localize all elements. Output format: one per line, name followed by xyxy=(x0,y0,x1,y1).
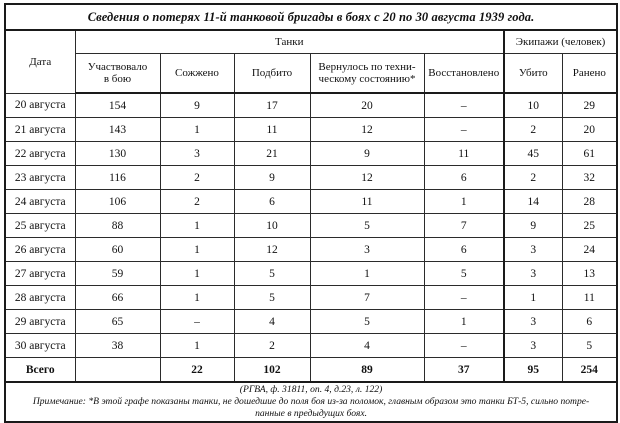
column-header-participated-line2: в бою xyxy=(103,73,132,85)
row-participated: 38 xyxy=(75,334,160,358)
row-participated: 88 xyxy=(75,214,160,238)
row-burned: 1 xyxy=(160,214,234,238)
table-row xyxy=(5,238,617,262)
row-knocked-out: 6 xyxy=(234,190,310,214)
table-row xyxy=(5,262,617,286)
row-date: 24 августа xyxy=(5,190,75,214)
column-header-returned-technical xyxy=(310,54,424,94)
row-returned-technical: 5 xyxy=(310,310,424,334)
row-killed: 3 xyxy=(504,262,562,286)
row-killed: 9 xyxy=(504,214,562,238)
row-burned: 2 xyxy=(160,190,234,214)
column-header-burned: Сожжено xyxy=(160,54,234,94)
row-participated: 106 xyxy=(75,190,160,214)
row-knocked-out: 2 xyxy=(234,334,310,358)
row-restored: – xyxy=(424,93,504,118)
total-knocked-out: 102 xyxy=(234,358,310,383)
row-participated: 130 xyxy=(75,142,160,166)
row-restored: 11 xyxy=(424,142,504,166)
row-restored: 6 xyxy=(424,238,504,262)
total-returned-technical: 89 xyxy=(310,358,424,383)
column-header-participated-line1: Участвовало xyxy=(87,60,148,73)
row-killed: 3 xyxy=(504,310,562,334)
total-label: Всего xyxy=(5,358,75,383)
row-date: 28 августа xyxy=(5,286,75,310)
row-knocked-out: 10 xyxy=(234,214,310,238)
row-wounded: 13 xyxy=(562,262,617,286)
column-group-tanks: Танки xyxy=(75,30,504,54)
table-total-row xyxy=(5,358,617,383)
total-burned: 22 xyxy=(160,358,234,383)
row-wounded: 28 xyxy=(562,190,617,214)
row-killed: 2 xyxy=(504,118,562,142)
document-title-cell xyxy=(5,4,617,30)
row-date: 26 августа xyxy=(5,238,75,262)
header-sub-row xyxy=(5,54,617,94)
row-burned: 1 xyxy=(160,118,234,142)
total-participated xyxy=(75,358,160,383)
row-knocked-out: 4 xyxy=(234,310,310,334)
row-restored: 5 xyxy=(424,262,504,286)
title-row xyxy=(5,4,617,30)
column-header-returned-technical-line1: Вернулось по техни- xyxy=(318,60,416,73)
row-killed: 14 xyxy=(504,190,562,214)
footnote-line-2: панные в предыдущих боях. xyxy=(255,408,368,420)
row-restored: 7 xyxy=(424,214,504,238)
row-burned: 2 xyxy=(160,166,234,190)
table-row xyxy=(5,214,617,238)
row-date: 22 августа xyxy=(5,142,75,166)
column-header-wounded: Ранено xyxy=(562,54,617,94)
notes-row xyxy=(5,382,617,422)
row-returned-technical: 12 xyxy=(310,118,424,142)
table-row xyxy=(5,190,617,214)
row-date: 30 августа xyxy=(5,334,75,358)
table-row xyxy=(5,93,617,118)
row-returned-technical: 11 xyxy=(310,190,424,214)
row-killed: 3 xyxy=(504,238,562,262)
row-knocked-out: 17 xyxy=(234,93,310,118)
total-restored: 37 xyxy=(424,358,504,383)
row-knocked-out: 5 xyxy=(234,286,310,310)
row-returned-technical: 1 xyxy=(310,262,424,286)
row-killed: 2 xyxy=(504,166,562,190)
row-knocked-out: 5 xyxy=(234,262,310,286)
row-burned: 1 xyxy=(160,238,234,262)
column-header-participated xyxy=(75,54,160,94)
table-row xyxy=(5,286,617,310)
document-title: Сведения о потерях 11-й танковой бригады в боях с 20 по 30 августа 1939 года. xyxy=(87,10,535,24)
row-wounded: 6 xyxy=(562,310,617,334)
column-header-knocked-out: Подбито xyxy=(234,54,310,94)
row-knocked-out: 12 xyxy=(234,238,310,262)
row-killed: 45 xyxy=(504,142,562,166)
row-wounded: 61 xyxy=(562,142,617,166)
column-header-date: Дата xyxy=(5,30,75,93)
row-date: 29 августа xyxy=(5,310,75,334)
row-date: 25 августа xyxy=(5,214,75,238)
footnote-line-1: Примечание: *В этой графе показаны танки, не дошедшие до поля боя из-за поломок, главным образом это танки БТ-5, сильно потре- xyxy=(32,395,590,407)
row-wounded: 5 xyxy=(562,334,617,358)
row-participated: 59 xyxy=(75,262,160,286)
row-participated: 143 xyxy=(75,118,160,142)
row-killed: 3 xyxy=(504,334,562,358)
row-restored: – xyxy=(424,118,504,142)
row-date: 27 августа xyxy=(5,262,75,286)
total-wounded: 254 xyxy=(562,358,617,383)
archive-source: (РГВА, ф. 31811, оп. 4, д.23, л. 122) xyxy=(239,383,383,395)
row-wounded: 11 xyxy=(562,286,617,310)
row-burned: 3 xyxy=(160,142,234,166)
row-restored: 6 xyxy=(424,166,504,190)
table-body xyxy=(5,93,617,422)
row-date: 23 августа xyxy=(5,166,75,190)
row-burned: 1 xyxy=(160,262,234,286)
table-row xyxy=(5,142,617,166)
row-participated: 154 xyxy=(75,93,160,118)
total-killed: 95 xyxy=(504,358,562,383)
table-row xyxy=(5,118,617,142)
row-returned-technical: 4 xyxy=(310,334,424,358)
row-wounded: 32 xyxy=(562,166,617,190)
row-knocked-out: 21 xyxy=(234,142,310,166)
notes-block xyxy=(5,382,617,422)
row-killed: 1 xyxy=(504,286,562,310)
row-participated: 65 xyxy=(75,310,160,334)
losses-table xyxy=(4,3,618,423)
row-returned-technical: 7 xyxy=(310,286,424,310)
column-header-restored: Восстановлено xyxy=(424,54,504,94)
header-group-row xyxy=(5,30,617,54)
row-burned: – xyxy=(160,310,234,334)
row-knocked-out: 11 xyxy=(234,118,310,142)
row-date: 21 августа xyxy=(5,118,75,142)
row-knocked-out: 9 xyxy=(234,166,310,190)
row-returned-technical: 5 xyxy=(310,214,424,238)
row-returned-technical: 12 xyxy=(310,166,424,190)
row-returned-technical: 20 xyxy=(310,93,424,118)
row-participated: 66 xyxy=(75,286,160,310)
column-header-killed: Убито xyxy=(504,54,562,94)
row-wounded: 20 xyxy=(562,118,617,142)
column-header-returned-technical-line2: ческому состоянию* xyxy=(318,73,416,85)
table-header xyxy=(5,4,617,93)
row-restored: 1 xyxy=(424,190,504,214)
row-returned-technical: 9 xyxy=(310,142,424,166)
row-returned-technical: 3 xyxy=(310,238,424,262)
row-participated: 60 xyxy=(75,238,160,262)
row-burned: 1 xyxy=(160,334,234,358)
row-restored: 1 xyxy=(424,310,504,334)
table-row xyxy=(5,334,617,358)
row-date: 20 августа xyxy=(5,93,75,118)
row-restored: – xyxy=(424,286,504,310)
row-burned: 1 xyxy=(160,286,234,310)
row-wounded: 29 xyxy=(562,93,617,118)
table-row xyxy=(5,310,617,334)
row-restored: – xyxy=(424,334,504,358)
row-killed: 10 xyxy=(504,93,562,118)
row-wounded: 25 xyxy=(562,214,617,238)
column-group-crews: Экипажи (человек) xyxy=(504,30,617,54)
row-wounded: 24 xyxy=(562,238,617,262)
table-row xyxy=(5,166,617,190)
row-participated: 116 xyxy=(75,166,160,190)
row-burned: 9 xyxy=(160,93,234,118)
